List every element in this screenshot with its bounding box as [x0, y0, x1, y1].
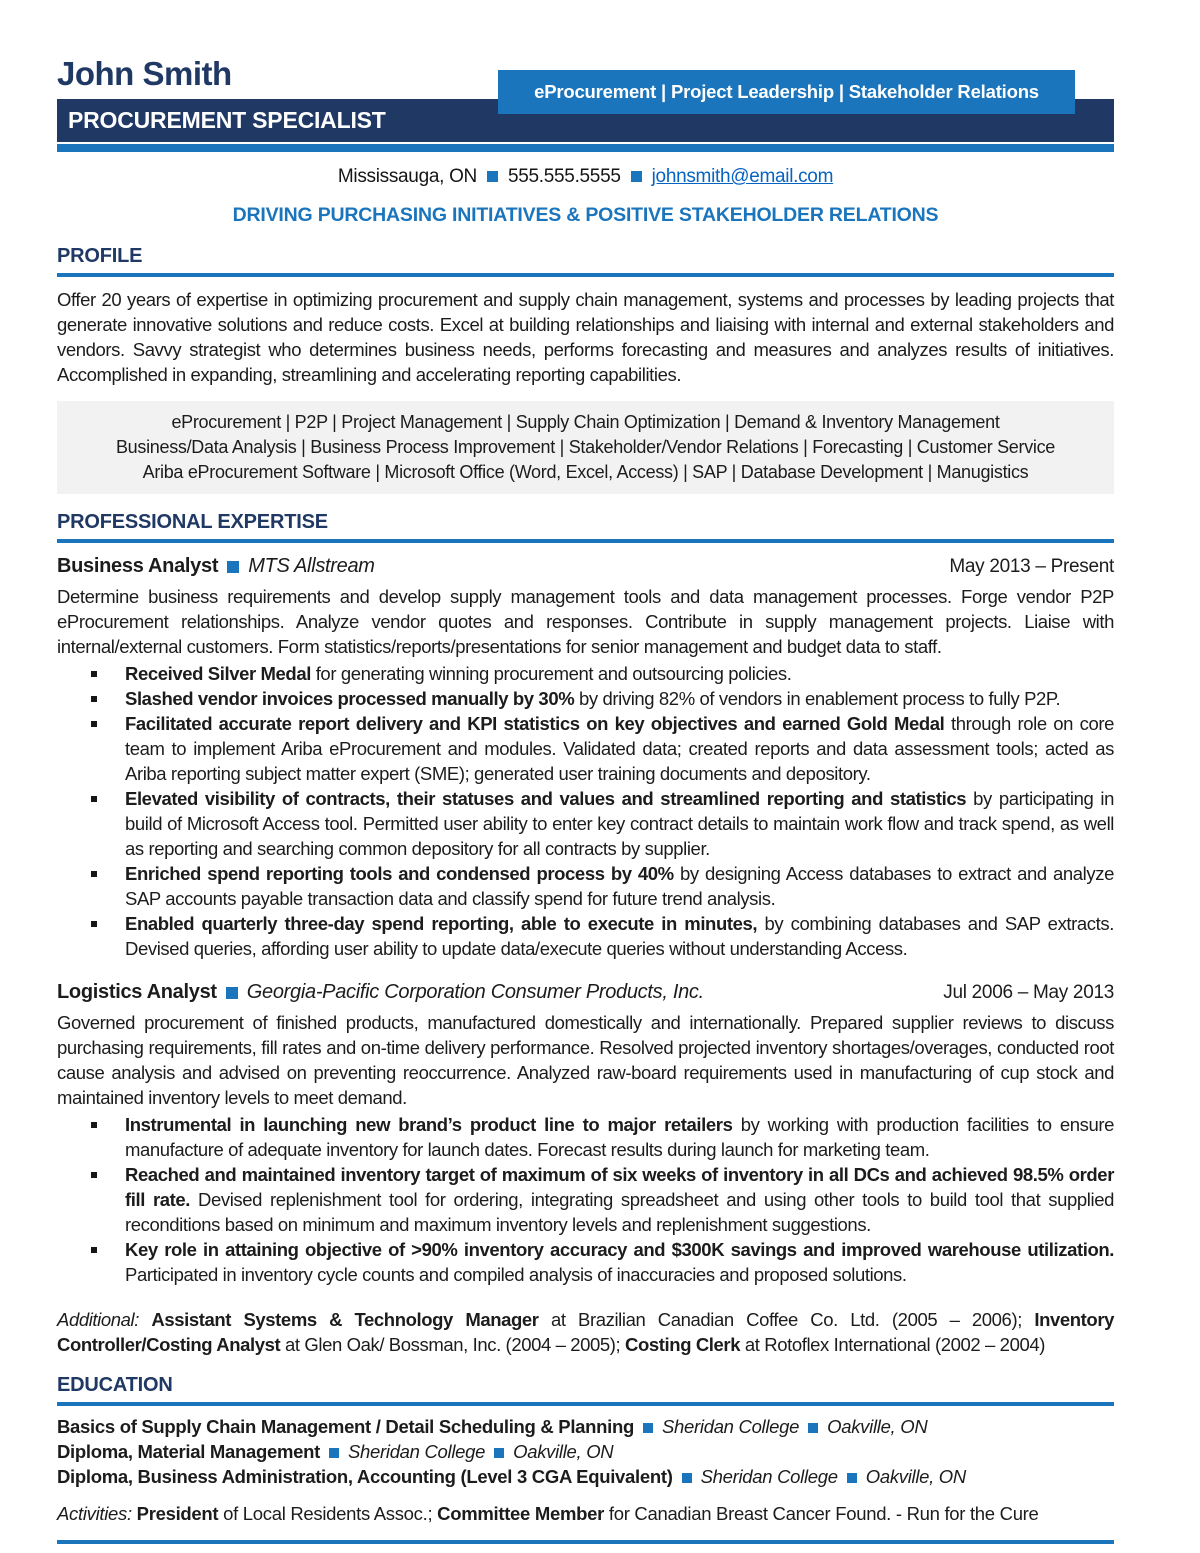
bullet-item: [57, 661, 1114, 686]
degree: Basics of Supply Chain Management / Detail Scheduling & Planning: [57, 1416, 635, 1437]
degree: Diploma, Business Administration, Accounting (Level 3 CGA Equivalent): [57, 1466, 673, 1487]
email-link[interactable]: johnsmith@email.com: [651, 166, 834, 187]
bullet-rest: by participating in build of Microsoft Access tool. Permitted user ability to enter key contract details to maintain work flow and track spend, as well as reporting and searching common depository for all contracts by supplier.: [125, 788, 1114, 859]
activities-line: [57, 1501, 1114, 1526]
school: Sheridan College: [662, 1416, 800, 1437]
job-title-bar-text: PROCUREMENT SPECIALIST: [68, 107, 386, 133]
bullet-lead: Facilitated accurate report delivery and KPI statistics on key objectives and earned Gold Medal: [125, 713, 945, 734]
job-company: MTS Allstream: [248, 555, 375, 577]
separator-square-icon: [808, 1423, 818, 1433]
job-company: Georgia-Pacific Corporation Consumer Products, Inc.: [246, 981, 704, 1003]
separator-square-icon: [227, 561, 239, 573]
activity-role: Committee Member: [437, 1503, 605, 1524]
bullet-rest: through role on core team to implement Ariba eProcurement and modules. Validated data; created reports and data assessment tools; acted as Ariba reporting subject matter expert (SME); generated user training documents and depository.: [125, 713, 1115, 784]
additional-role-rest: at Rotoflex International (2002 – 2004): [740, 1334, 1046, 1355]
bullet-rest: by working with production facilities to ensure manufacture of adequate inventory for launch dates. Forecast results during launch for marketing team.: [125, 1114, 1114, 1160]
bullet-square-icon: [57, 786, 125, 861]
bullet-square-icon: [57, 661, 125, 686]
activities-label: Activities:: [57, 1503, 137, 1524]
bullet-square-icon: [57, 861, 125, 911]
separator-square-icon: [329, 1448, 339, 1458]
bullet-lead: Slashed vendor invoices processed manually by 30%: [125, 688, 575, 709]
additional-role-rest: at Brazilian Canadian Coffee Co. Ltd. (2005 – 2006);: [538, 1309, 1035, 1330]
contact-line: [57, 164, 1114, 189]
experience-heading: PROFESSIONAL EXPERTISE: [57, 510, 1114, 543]
education-heading: EDUCATION: [57, 1373, 1114, 1406]
profile-heading: PROFILE: [57, 244, 1114, 277]
separator-square-icon: [487, 171, 498, 182]
job-summary: Determine business requirements and develop supply management tools and data management processes. Forge vendor P2P eProcurement relationships. Analyze vendor quotes and responses. Contribute in supply management projects. Liaise with internal/external customers. Form statistics/reports/presentations for senior management and budget data to staff.: [57, 586, 1114, 657]
job-header: [57, 555, 1114, 578]
bullet-square-icon: [57, 711, 125, 786]
profile-paragraph: Offer 20 years of expertise in optimizing procurement and supply chain management, systems and processes by leading projects that generate innovative solutions and reduce costs. Excel at building relationships and liaising with internal and external stakeholders and vendors. Savvy strategist who determines business needs, performs forecasting and measures and analyzes results of initiatives. Accomplished in expanding, streamlining and accelerating reporting capabilities.: [57, 289, 1114, 385]
header-accent-strip: [57, 144, 1114, 152]
school-location: Oakville, ON: [827, 1416, 928, 1437]
additional-role-title: Inventory Controller/Costing Analyst: [57, 1309, 1115, 1355]
bullet-lead: Instrumental in launching new brand’s product line to major retailers: [125, 1114, 733, 1135]
bullet-item: [57, 1237, 1114, 1287]
bullet-rest: Participated in inventory cycle counts and compiled analysis of inaccuracies and proposed solutions.: [125, 1264, 907, 1285]
bullet-item: [57, 786, 1114, 861]
education-entries: [57, 1414, 1114, 1489]
bullet-square-icon: [57, 1237, 125, 1287]
job-summary: Governed procurement of finished products, manufactured domestically and internationally. Prepared supplier reviews to discuss purchasing requirements, fill rates and on-time delivery performance. Resolved projected inventory shortages/overages, conducted root cause analysis and advised on preventing reoccurrence. Analyzed raw-board requirements used in manufacturing of cup stock and maintained inventory levels to meet demand.: [57, 1012, 1114, 1108]
bottom-rule: [57, 1540, 1114, 1544]
bullet-lead: Enriched spend reporting tools and condensed process by 40%: [125, 863, 674, 884]
bullet-rest: by driving 82% of vendors in enablement process to fully P2P.: [574, 688, 1061, 709]
bullet-square-icon: [57, 686, 125, 711]
separator-square-icon: [631, 171, 642, 182]
separator-square-icon: [682, 1473, 692, 1483]
content-column: [57, 164, 1114, 1544]
bullet-item: [57, 861, 1114, 911]
bullet-square-icon: [57, 911, 125, 961]
contact-phone: 555.555.5555: [507, 166, 621, 187]
job-bullet-list: [57, 661, 1114, 961]
headline: DRIVING PURCHASING INITIATIVES & POSITIVE STAKEHOLDER RELATIONS: [232, 204, 939, 226]
contact-location: Mississauga, ON: [337, 166, 477, 187]
separator-square-icon: [226, 987, 238, 999]
keywords-line: Business/Data Analysis | Business Process Improvement | Stakeholder/Vendor Relations | Forecasting | Customer Service: [115, 437, 1056, 457]
job-dates: Jul 2006 – May 2013: [943, 981, 1114, 1003]
education-entry: [57, 1439, 1114, 1464]
bullet-rest: for generating winning procurement and outsourcing policies.: [310, 663, 792, 684]
education-entry: [57, 1464, 1114, 1489]
bullet-rest: by designing Access databases to extract and analyze SAP accounts payable transaction data and classify spend for future trend analysis.: [125, 863, 1114, 909]
header: [0, 0, 1200, 152]
bullet-lead: Enabled quarterly three-day spend reporting, able to execute in minutes,: [125, 913, 758, 934]
degree: Diploma, Material Management: [57, 1441, 320, 1462]
bullet-lead: Received Silver Medal: [125, 663, 311, 684]
keywords-box: [57, 401, 1114, 494]
school-location: Oakville, ON: [865, 1466, 966, 1487]
activity-rest: of Local Residents Assoc.;: [218, 1503, 438, 1524]
bullet-lead: Elevated visibility of contracts, their statuses and values and streamlined reporting and statistics: [125, 788, 967, 809]
job-title: Logistics Analyst: [57, 981, 217, 1003]
bullet-item: [57, 1112, 1114, 1162]
separator-square-icon: [847, 1473, 857, 1483]
education-entry: [57, 1414, 1114, 1439]
job-bullet-list: [57, 1112, 1114, 1287]
bullet-item: [57, 686, 1114, 711]
header-skills-banner: [498, 70, 1075, 114]
bullet-lead: Key role in attaining objective of >90% inventory accuracy and $300K savings and improved warehouse utilization.: [125, 1239, 1114, 1260]
activity-rest: for Canadian Breast Cancer Found. - Run for the Cure: [604, 1503, 1039, 1524]
additional-label: Additional:: [57, 1309, 152, 1330]
bullet-item: [57, 711, 1114, 786]
school: Sheridan College: [348, 1441, 486, 1462]
additional-role-title: Assistant Systems & Technology Manager: [151, 1309, 539, 1330]
additional-role-rest: at Glen Oak/ Bossman, Inc. (2004 – 2005);: [280, 1334, 626, 1355]
keywords-line: eProcurement | P2P | Project Management | Supply Chain Optimization | Demand & Inventory Management: [171, 412, 1000, 432]
separator-square-icon: [643, 1423, 653, 1433]
header-skills-banner-text: eProcurement | Project Leadership | Stakeholder Relations: [534, 81, 1039, 102]
separator-square-icon: [494, 1448, 504, 1458]
keywords-line: Ariba eProcurement Software | Microsoft Office (Word, Excel, Access) | SAP | Database Development | Manugistics: [142, 462, 1029, 482]
additional-role-title: Costing Clerk: [625, 1334, 741, 1355]
bullet-square-icon: [57, 1162, 125, 1237]
bullet-item: [57, 911, 1114, 961]
activity-role: President: [136, 1503, 219, 1524]
bullet-lead: Reached and maintained inventory target of maximum of six weeks of inventory in all DCs and achieved 98.5% order fill rate.: [125, 1164, 1114, 1210]
school: Sheridan College: [700, 1466, 838, 1487]
bullet-square-icon: [57, 1112, 125, 1162]
bullet-rest: by combining databases and SAP extracts. Devised queries, affording user ability to update data/execute queries without understanding Access.: [125, 913, 1114, 959]
job-title: Business Analyst: [57, 555, 219, 577]
additional-roles: [57, 1307, 1114, 1357]
bullet-item: [57, 1162, 1114, 1237]
job-header: [57, 981, 1114, 1004]
bullet-rest: Devised replenishment tool for ordering, integrating spreadsheet and using other tools to build tool that supplied reconditions based on minimum and maximum inventory levels and replenishment suggestions.: [125, 1189, 1114, 1235]
school-location: Oakville, ON: [513, 1441, 614, 1462]
job-dates: May 2013 – Present: [949, 555, 1114, 577]
candidate-name: John Smith: [57, 55, 232, 92]
